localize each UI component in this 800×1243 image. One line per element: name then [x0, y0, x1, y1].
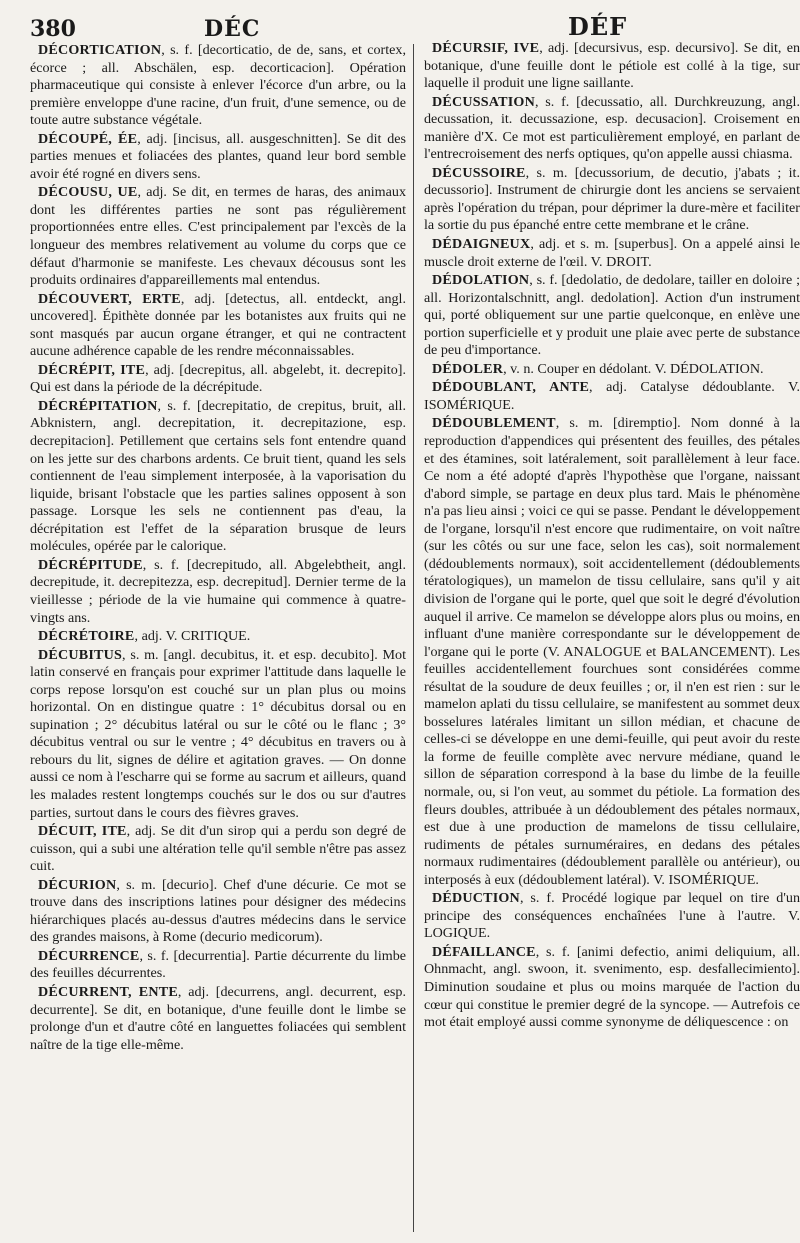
entry-headword: DÉCURSIF, IVE — [432, 40, 540, 56]
entry-headword: DÉFAILLANCE — [432, 943, 536, 960]
entry-headword: DÉCUSSOIRE — [432, 164, 526, 181]
dictionary-entry — [30, 628, 406, 646]
dictionary-entry — [30, 42, 406, 130]
dictionary-entry — [424, 944, 800, 1032]
dictionary-entry — [424, 94, 800, 164]
entry-headword: DÉCURRENCE — [38, 947, 140, 964]
entry-headword: DÉCUIT, ITE — [38, 823, 127, 840]
dictionary-entry — [424, 236, 800, 271]
entry-text: , adj. Se dit d'un sirop qui a perdu son degré de cuisson, qui a subi une altération telle qu'il semble n'être pas assez cuit. — [30, 823, 406, 875]
entry-headword: DÉDAIGNEUX — [432, 236, 531, 253]
entry-text: , s. m. [decurio]. Chef d'une décurie. Ce mot se trouve dans des inscriptions latines pour désigner des médecins hiérarchiques placés au-dessus d'autres médecins dans le service des grandes maisons, à Rome (decurio medicorum). — [30, 876, 406, 946]
entry-headword: DÉCOUPÉ, ÉE — [38, 130, 138, 147]
entry-text: , adj. V. CRITIQUE. — [134, 628, 251, 645]
entry-text: , s. f. [animi defectio, animi deliquium, all. Ohnmacht, angl. swoon, it. svenimento, esp. desfallecimiento]. Diminution soudaine et plus ou moins marquée de l'action du cœur qui constitue le premier degré de la syncope. — Autrefois ce mot était employé aussi comme synonyme de déliquescence : on — [424, 943, 800, 1031]
entry-headword: DÉCURRENT, ENTE — [38, 983, 178, 1000]
dictionary-entry — [30, 184, 406, 289]
entry-headword: DÉCORTICATION — [38, 42, 162, 58]
entry-headword: DÉCRÉTOIRE — [38, 628, 135, 645]
entry-headword: DÉCUBITUS — [38, 646, 123, 663]
dictionary-entry — [424, 272, 800, 360]
dictionary-entry — [30, 647, 406, 822]
entry-headword: DÉCUSSATION — [432, 93, 535, 110]
dictionary-entry — [30, 131, 406, 184]
entry-text: , s. f. [decrepitudo, all. Abgelebtheit, angl. decrepitude, it. decrepitezza, esp. decrepitud]. Dernier terme de la vieillesse ; période de la vie humaine qui commence à quatre-vingts ans. — [30, 556, 406, 626]
column-divider — [413, 44, 414, 1232]
dictionary-entry — [424, 379, 800, 414]
entry-headword: DÉCURION — [38, 876, 117, 893]
dictionary-entry — [30, 823, 406, 876]
entry-headword: DÉDOUBLANT, ANTE — [432, 379, 590, 396]
right-column — [424, 40, 800, 1033]
entry-text: , adj. [decrepitus, all. abgelebt, it. decrepito]. Qui est dans la période de la décrépitude. — [30, 361, 406, 396]
dictionary-entry — [30, 362, 406, 397]
entry-text: , s. m. [diremptio]. Nom donné à la reproduction d'appendices qui présentent des feuilles, des pétales et des étamines, soit latéralement, soit parallèlement à leur face. Ce nom a été adopté d'après l'hypothèse que l'organe, naissant d'abord simple, se partage en deux plus tard. Mais le phénomène n'a pas lieu ainsi ; voici ce qui se passe. Pendant le développement de l'organe, lorsqu'il n'est encore que rudimentaire, on voit naître (sur les côtés ou sur une face, selon les cas), soit normalement (dédoublements normaux), soit accidentellement (dédoublements tératologiques), un mamelon de tissu cellulaire, sans qu'il y ait division de l'organe qui le porte, quel que soit le degré d'évolution auquel il arrive. Ce mamelon se développe alors plus ou moins, en influant d'une manière correspondante sur le développement de l'organe qui le porte (V. ANALOGUE et BALANCEMENT). Les feuilles accidentellement fourchues sont considérées comme résultat de la soudure de deux feuilles ; or, il n'en est rien : sur le mamelon aplati du tissu cellulaire, se manifestent au sommet deux bosselures latérales limitant un sillon médian, et chacune de celles-ci se développe en une demi-feuille, qui peut avoir du reste la forme de feuille complète avec nervure médiane, quand le sillon de séparation correspond à la base du limbe de la feuille normale, ou, si l'on veut, au sommet du pétiole. La formation des fleurs doubles, attribuée à un dédoublement des pétales normaux, est due à une production de mamelons de tissu cellulaire, rudiments de pétales surnuméraires, en dedans des pétales normaux rudimentaires (dédoublement parallèle ou antérieur), ou interposés à eux (dédoublement latéral). V. ISOMÉRIQUE. — [424, 415, 800, 888]
entry-headword: DÉDOLER — [432, 360, 504, 377]
entry-text: , adj. [decurrens, angl. decurrent, esp. decurrente]. Se dit, en botanique, d'une feuille dont le limbe se prolonge d'un et d'autre côté en languettes foliacées qui semblent naître de la tige elle-même. — [30, 983, 406, 1053]
entry-headword: DÉCOUSU, UE — [38, 184, 138, 201]
entry-text: , s. f. Procédé logique par lequel on tire d'un principe des conséquences enchaînées l'une à l'autre. V. LOGIQUE. — [424, 890, 800, 942]
dictionary-entry — [424, 415, 800, 889]
dictionary-entry — [30, 398, 406, 556]
left-column — [30, 42, 406, 1055]
entry-headword: DÉCRÉPITATION — [38, 397, 158, 414]
running-head-left: DÉC — [204, 16, 261, 42]
dictionary-entry — [30, 948, 406, 983]
entry-text: , s. f. [dedolatio, de dedolare, tailler en doloire ; all. Horizontalschnitt, angl. dedolation]. Action d'un instrument qui, porté obliquement sur une partie quelconque, en enlève une portion superficielle et y produit une plaie avec perte de substance de peu d'importance. — [424, 272, 800, 359]
entry-text: , s. f. [decrepitatio, de crepitus, bruit, all. Abknistern, angl. decrepitation, it. decrepitazione, esp. decrepitacion]. Petillement que certains sels font entendre quand on les jette sur des charbons ardents. Ce bruit tient, quand les sels contiennent de l'eau simplement interposée, à la vaporisation du liquide, brisant l'obstacle que les parties salines opposent à son passage. Lorsque les sels ne contiennent pas d'eau, la décrépitation est l'effet de la séparation brusque de leurs molécules, opérée par le calorique. — [30, 397, 406, 555]
entry-text: , s. m. [angl. decubitus, it. et esp. decubito]. Mot latin conservé en français pour exprimer l'attitude dans laquelle le corps repose lorsqu'on est couché sur un plan plus ou moins horizontal. On en distingue quatre : 1° décubitus dorsal ou en supination ; 2° décubitus latéral ou sur le côté ou le flanc ; 3° décubitus ventral ou sur le ventre ; 4° décubitus en travers ou à rebours du lit, signes de délire et agitation graves. — On donne aussi ce nom à l'escharre qui se forme au sacrum et ailleurs, quand les malades restent longtemps couchés sur le dos ou sur d'autres parties, surtout dans le cours des fièvres graves. — [30, 646, 406, 821]
entry-headword: DÉCOUVERT, ERTE — [38, 290, 181, 307]
dictionary-entry — [424, 361, 800, 379]
dictionary-entry — [424, 165, 800, 235]
dictionary-entry — [424, 890, 800, 943]
dictionary-entry — [30, 291, 406, 361]
running-head-right: DÉF — [568, 12, 628, 41]
entry-headword: DÉDOUBLEMENT — [432, 415, 556, 432]
entry-text: , adj. [detectus, all. entdeckt, angl. uncovered]. Épithète donnée par les botanistes aux fruits qui ne sont masqués par aucun organe étranger, et qui ne contractent aucune adhérence capable de les rendre méconnaissables. — [30, 290, 407, 360]
dictionary-entry — [30, 877, 406, 947]
entry-text: , adj. Se dit, en termes de haras, des animaux dont les différentes parties ne sont pas régulièrement proportionnées entre elles. C'est principalement par l'excès de la longueur des membres relativement au volume du corps que ce défaut d'harmonie se manifeste. Les chevaux décousus sont les produits ordinaires d'appareillements mal entendus. — [30, 184, 406, 289]
entry-text: , adj. et s. m. [superbus]. On a appelé ainsi le muscle droit externe de l'œil. V. DROIT. — [424, 236, 800, 270]
entry-headword: DÉCRÉPIT, ITE — [38, 361, 146, 378]
entry-text: , v. n. Couper en dédolant. V. DÉDOLATION. — [503, 360, 764, 377]
entry-text: , s. f. [decussatio, all. Durchkreuzung, angl. decussation, it. decussazione, esp. decusacion]. Croisement en manière d'X. Ce mot est particulièrement employé, en parlant de l'entrecroisement des nerfs optiques, qu'on appelle aussi chiasma. — [424, 93, 800, 163]
entry-text: , adj. [incisus, all. ausgeschnitten]. Se dit des parties menues et foliacées des plantes, quand leur bord semble avoir été rogné en divers sens. — [30, 130, 406, 182]
entry-text: , adj. [decursivus, esp. decursivo]. Se dit, en botanique, d'une feuille dont le pétiole est collé à la tige, sur laquelle il produit une ligne saillante. — [424, 40, 800, 92]
page-number: 380 — [30, 16, 76, 42]
entry-headword: DÉCRÉPITUDE — [38, 556, 143, 573]
entry-text: , s. m. [decussorium, de decutio, j'abats ; it. decussorio]. Instrument de chirurgie dont les anciens se servaient après l'opération du trépan, pour déprimer la dure-mère et faciliter la sortie du pus épanché entre cette membrane et le crâne. — [424, 164, 800, 234]
entry-text: , s. f. [decorticatio, de de, sans, et cortex, écorce ; all. Abschälen, esp. decorticacion]. Opération pharmaceutique qui consiste à enlever l'écorce d'un arbre, ou la première enveloppe d'une racine, d'un fruit, d'une semence, ou de toute autre substance végétale. — [30, 42, 406, 129]
dictionary-entry — [30, 557, 406, 627]
entry-text: , adj. Catalyse dédoublante. V. ISOMÉRIQUE. — [424, 379, 800, 413]
dictionary-entry — [30, 984, 406, 1054]
entry-text: , s. f. [decurrentia]. Partie décurrente du limbe des feuilles décurrentes. — [30, 947, 406, 982]
dictionary-entry — [424, 40, 800, 93]
entry-headword: DÉDUCTION — [432, 890, 520, 907]
entry-headword: DÉDOLATION — [432, 272, 530, 289]
